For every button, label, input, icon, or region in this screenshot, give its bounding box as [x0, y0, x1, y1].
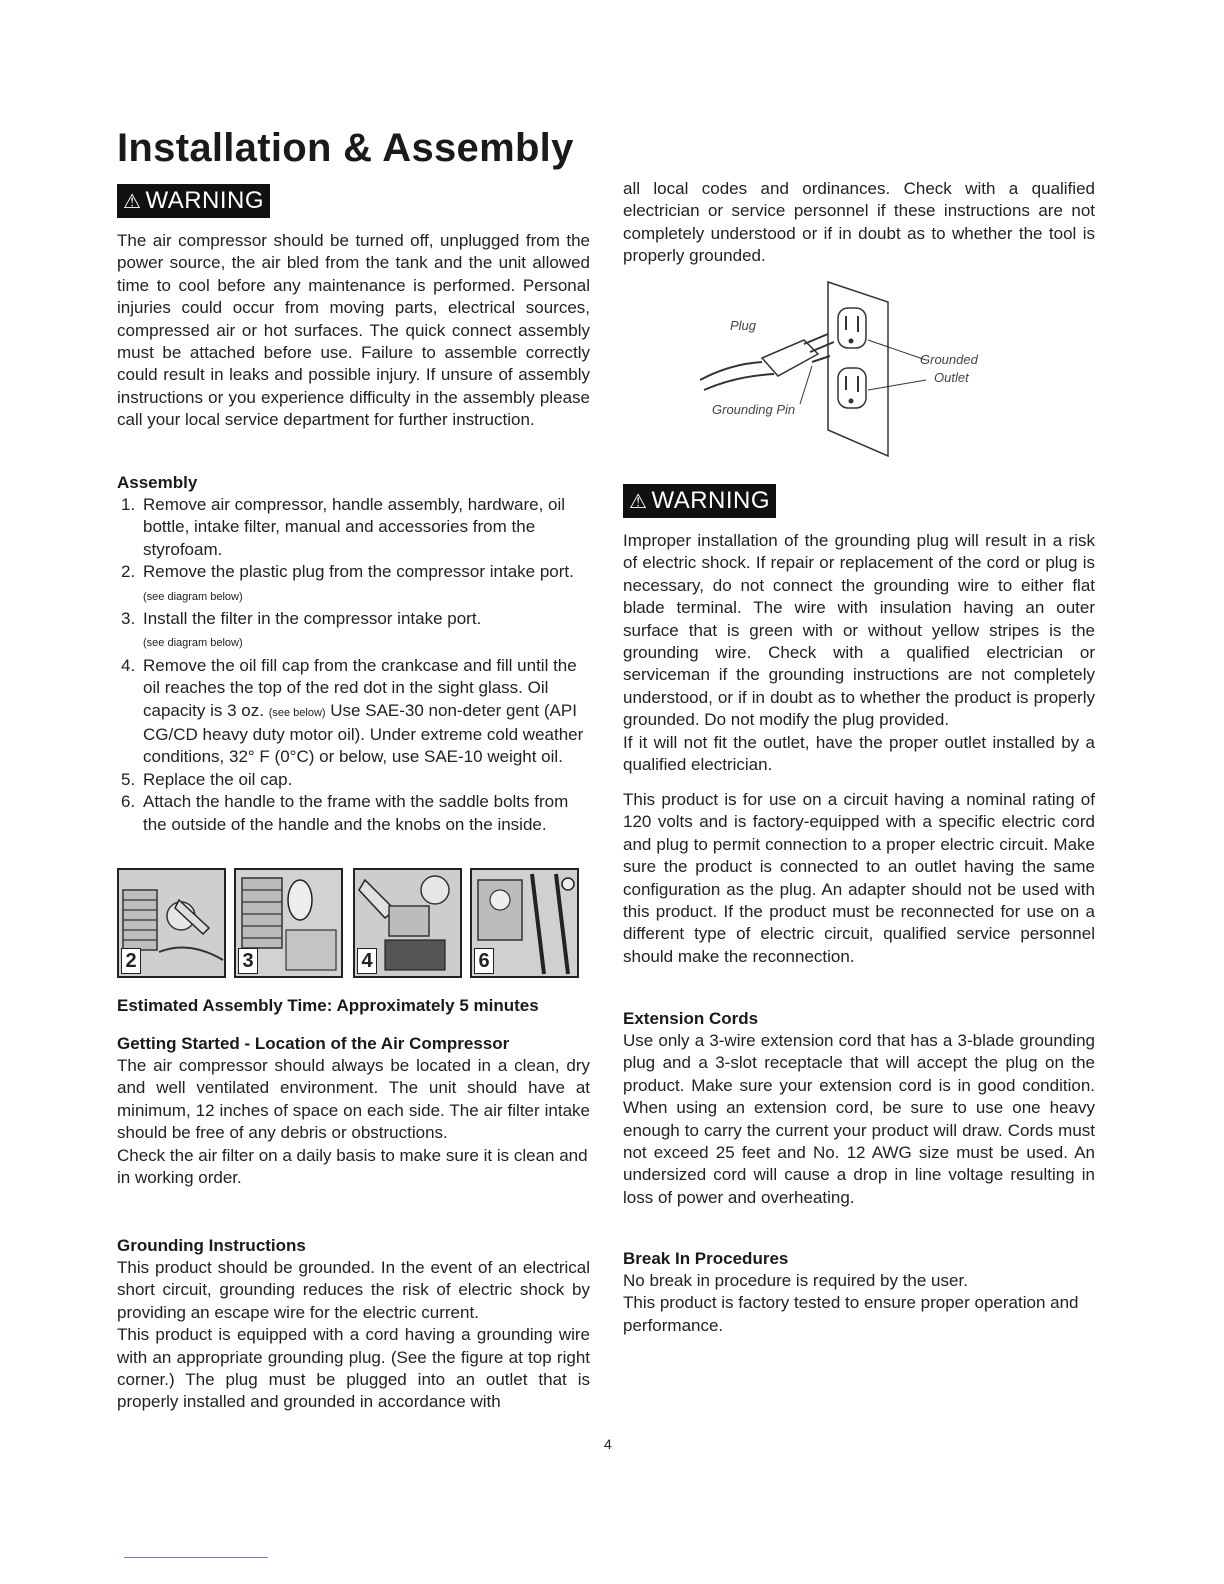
getting-started-p2: Check the air filter on a daily basis to make sure it is clean and in working order. [117, 1145, 588, 1188]
photo-label: 6 [474, 948, 494, 974]
warning-banner-2 [623, 484, 776, 518]
list-item: 4. Remove the oil fill cap from the crankcase and fill until the oil reaches the top of the red dot in the sight glass. Oil capacity is 3 oz. (see below) Use SAE-30 non-deter gent (API CG/CD heavy duty motor oil). Under extreme cold weather conditions, 32° F (0°C) or below, use SAE-10 weight oil. [121, 655, 584, 767]
list-item: 2. Remove the plastic plug from the compressor intake port. (see diagram below) [121, 562, 574, 603]
break-in-p1: No break in procedure is required by the user. [623, 1271, 968, 1290]
list-item: 3. Install the filter in the compressor intake port. (see diagram below) [121, 609, 482, 650]
list-item: 1. Remove air compressor, handle assembly, hardware, oil bottle, intake filter, manual and accessories from the styrofoam. [121, 495, 566, 559]
grounding-p1: This product should be grounded. In the event of an electrical short circuit, grounding reduces the risk of electric shock by providing an escape wire for the electric current. [117, 1258, 590, 1322]
getting-started-p1: The air compressor should always be located in a clean, dry and well ventilated environment. The unit should have at minimum, 12 inches of space on each side. The air filter intake should be free of any debris or obstructions. [117, 1056, 590, 1143]
page-title: Installation & Assembly [117, 126, 574, 170]
warning-2-p1: Improper installation of the grounding plug will result in a risk of electric shock. If repair or replacement of the cord or plug is necessary, do not connect the grounding wire to either flat blade terminal. The wire with insulation having an outer surface that is green with or without yellow stripes is the grounding wire. Check with a qualified electrician or serviceman if the grounding instructions are not completely understood, or if in doubt as to whether the product is properly grounded. Do not modify the plug provided. [623, 531, 1095, 730]
grounding-heading: Grounding Instructions [117, 1236, 306, 1255]
warning-triangle-icon: ⚠ [123, 191, 142, 213]
break-in-heading: Break In Procedures [623, 1249, 789, 1268]
extension-heading: Extension Cords [623, 1009, 759, 1028]
break-in-section [623, 1248, 1095, 1337]
list-item: 5. Replace the oil cap. [121, 769, 293, 789]
grounding-section [117, 1235, 590, 1414]
grounding-diagram [700, 280, 1000, 460]
break-in-p2: This product is factory tested to ensure proper operation and performance. [623, 1293, 1079, 1335]
grounding-pin-label: Grounding Pin [712, 402, 796, 417]
circuit-text: This product is for use on a circuit having a nominal rating of 120 volts and is factory-equipped with a specific electric cord and plug to permit connection to a proper electric circuit. Make sure the product is connected to an outlet having the same configuration as the plug. An adapter should not be used with this product. If the product must be reconnected for use on a different type of electric circuit, qualified service personnel should make the reconnection. [623, 790, 1095, 966]
photo-label: 2 [121, 948, 141, 974]
warning-1-text: The air compressor should be turned off, unplugged from the power source, the air bled from the tank and the unit allowed time to cool before any maintenance is performed. Personal injuries could occur from moving parts, electrical sources, compressed air or hot surfaces. The quick connect assembly must be attached before use. Failure to assemble correctly could result in leaks and possible injury. If unsure of assembly instructions or you experience difficulty in the assembly please call your local service department for further instruction. [117, 231, 590, 430]
grounding-p3: all local codes and ordinances. Check with a qualified electrician or service personnel if these instructions are not completely understood or if in doubt as to whether the tool is properly grounded. [623, 179, 1095, 266]
outlet-label: Outlet [934, 370, 969, 385]
estimated-time: Estimated Assembly Time: Approximately 5 minutes [117, 996, 539, 1015]
assembly-steps [117, 494, 593, 836]
getting-started-heading: Getting Started - Location of the Air Compressor [117, 1034, 510, 1053]
grounding-p2: This product is equipped with a cord having a grounding wire with an appropriate grounding plug. (See the figure at top right corner.) The plug must be plugged into an outlet that is properly installed and grounded in accordance with [117, 1325, 590, 1412]
warning-2-section [623, 530, 1095, 776]
warning-label: WARNING [145, 187, 265, 214]
warning-banner-1 [117, 184, 270, 218]
footer-rule [124, 1557, 268, 1558]
extension-section [623, 1008, 1095, 1209]
warning-label: WARNING [651, 487, 771, 514]
warning-triangle-icon: ⚠ [629, 491, 648, 513]
assembly-photo-2 [117, 868, 226, 978]
plug-label: Plug [730, 318, 757, 333]
getting-started-section [117, 1033, 590, 1189]
assembly-heading: Assembly [117, 473, 198, 492]
assembly-photo-6 [470, 868, 579, 978]
page-number: 4 [604, 1436, 612, 1452]
extension-text: Use only a 3-wire extension cord that has a 3-blade grounding plug and a 3-slot receptacle that will accept the plug on the product. Make sure your extension cord is in good condition. When using an extension cord, be sure to use one heavy enough to carry the current your product will draw. Cords must not exceed 25 feet and No. 12 AWG size must be used. An undersized cord will cause a drop in line voltage resulting in loss of power and overheating. [623, 1031, 1095, 1207]
list-item: 6. Attach the handle to the frame with the saddle bolts from the outside of the handle and the knobs on the inside. [121, 792, 569, 834]
grounded-label: Grounded [920, 352, 978, 367]
assembly-photo-4 [353, 868, 462, 978]
assembly-section [117, 472, 593, 836]
warning-2-p2: If it will not fit the outlet, have the proper outlet installed by a qualified electrician. [623, 732, 1095, 775]
photo-label: 3 [238, 948, 258, 974]
assembly-photo-3 [234, 868, 343, 978]
photo-label: 4 [357, 948, 377, 974]
